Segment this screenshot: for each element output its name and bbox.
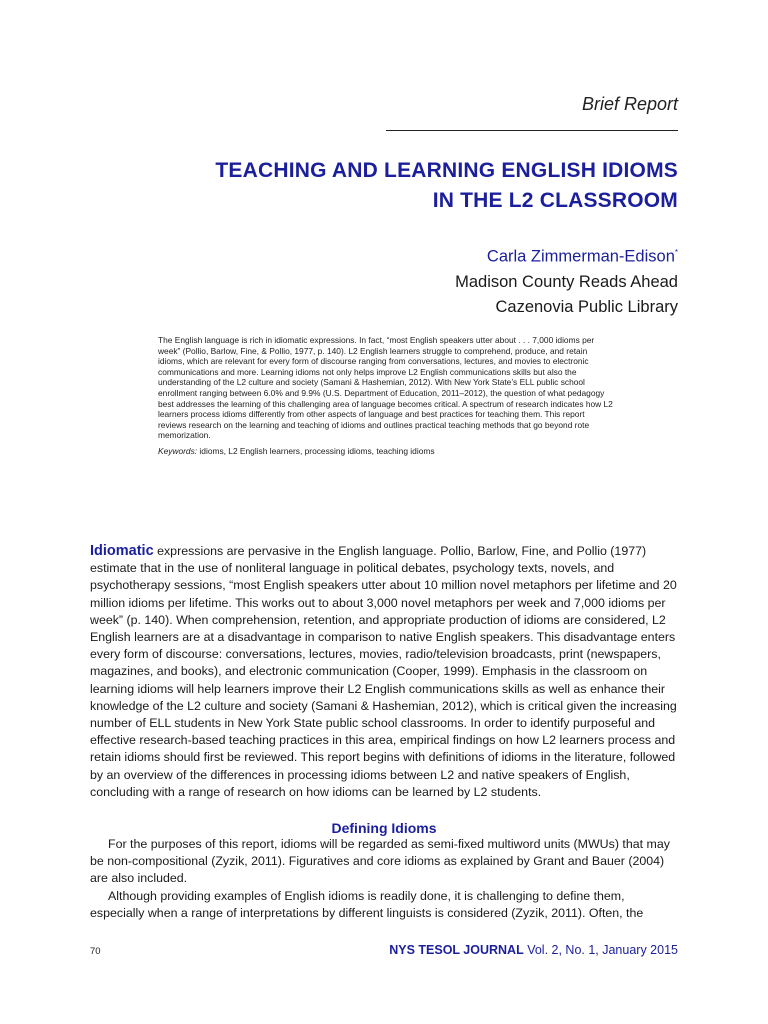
page-number: 70 bbox=[90, 946, 101, 957]
article-title bbox=[215, 156, 678, 216]
journal-footer bbox=[389, 943, 678, 957]
author-name bbox=[455, 240, 678, 270]
paragraph-1-text: expressions are pervasive in the English language. Pollio, Barlow, Fine, and Pollio (1977) estimate that in the use of nonliteral language in political debates, psychology texts, novels, and psychotherapy sessions, “most English speakers utter about 10 million novel metaphors per lifetime and 20 million idioms per lifetime. This works out to about 3,000 novel metaphors per week and 7,000 idioms per week” (p. 140). When comprehension, retention, and appropriate production of idioms are considered, L2 English learners are at a disadvantage in comparison to native English speakers. This disadvantage enters every form of discourse: conversations, lectures, movies, radio/television broadcasts, print (newspapers, magazines, and books), and electronic communication (Cooper, 1999). Emphasis in the classroom on learning idioms will help learners improve their L2 English communications skills as well as enhance their knowledge of the L2 culture and society (Samani & Hashemian, 2012), which is critical given the increasing number of ELL students in New York State public school classrooms. In order to identify purposeful and effective research-based teaching practices in this area, empirical findings on how L2 learners process and retain idioms should first be reviewed. This report begins with definitions of idioms in the literature, followed by an overview of the differences in processing idioms between L2 and native speakers of English, concluding with a range of research on how idioms can be learned by L2 students. bbox=[90, 544, 677, 799]
author-block bbox=[455, 240, 678, 320]
dropcap-word: Idiomatic bbox=[90, 543, 154, 559]
journal-name: NYS TESOL JOURNAL bbox=[389, 943, 524, 957]
abstract bbox=[158, 335, 614, 457]
section-heading: Defining Idioms bbox=[331, 820, 437, 836]
body-paragraph-1 bbox=[90, 543, 678, 801]
author-footnote-mark: * bbox=[674, 248, 678, 257]
body-section-text bbox=[90, 836, 678, 922]
header-rule bbox=[386, 130, 678, 131]
author-affiliation-2: Cazenovia Public Library bbox=[495, 297, 678, 316]
abstract-text: The English language is rich in idiomatic expressions. In fact, “most English speakers utter about . . . 7,000 idioms per week” (Pollio, Barlow, Fine, & Pollio, 1977, p. 140). L2 English learners struggle to comprehend, produce, and retain idioms, which are relevant for every form of discourse ranging from conversations, lectures, and movies to electronic communications and more. Learning idioms not only helps improve L2 English communications skills but also the understanding of the L2 culture and society (Samani & Hashemian, 2012). With New York State’s ELL public school enrollment ranging between 6.0% and 9.9% (U.S. Department of Education, 2011–2012), the question of what pedagogy best addresses the learning of this challenging area of language becomes critical. A spectrum of research indicates how L2 learners process idioms differently from other aspects of language and best practices for teaching them. This report reviews research on the learning and teaching of idioms and outlines practical teaching methods that go beyond rote memorization. bbox=[158, 335, 613, 441]
journal-issue: Vol. 2, No. 1, January 2015 bbox=[523, 943, 678, 957]
paragraph-3: Although providing examples of English idioms is readily done, it is challenging to define them, especially when a range of interpretations by different linguists is considered (Zyzik, 2011). Often, the bbox=[90, 888, 644, 920]
section-label: Brief Report bbox=[581, 94, 678, 114]
title-line-1: TEACHING AND LEARNING ENGLISH IDIOMS bbox=[215, 159, 678, 182]
author-name-text: Carla Zimmerman-Edison bbox=[486, 247, 675, 266]
author-affiliation-1: Madison County Reads Ahead bbox=[455, 272, 678, 291]
keywords bbox=[158, 446, 614, 457]
title-line-2: IN THE L2 CLASSROOM bbox=[432, 189, 678, 212]
keywords-label: Keywords: bbox=[158, 445, 198, 456]
keywords-list: idioms, L2 English learners, processing idioms, teaching idioms bbox=[197, 445, 435, 456]
paragraph-2: For the purposes of this report, idioms will be regarded as semi-fixed multiword units (MWUs) that may be non-compositional (Zyzik, 2011). Figuratives and core idioms as explained by Grant and Bauer (2004) are also included. bbox=[90, 837, 670, 886]
